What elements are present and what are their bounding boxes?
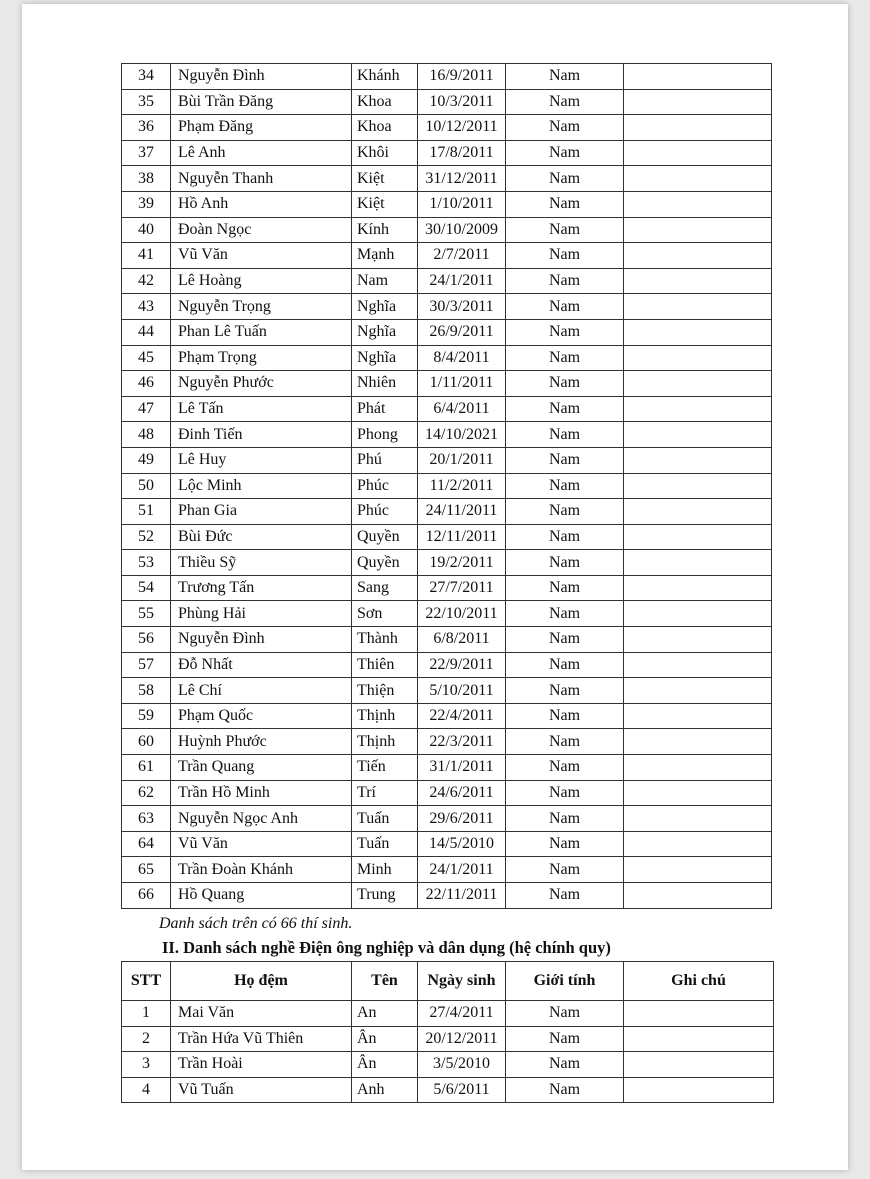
first-name-cell: Khoa	[352, 89, 418, 115]
notes-cell	[624, 550, 772, 576]
notes-cell	[624, 166, 772, 192]
notes-cell	[624, 371, 772, 397]
row-number: 54	[122, 575, 171, 601]
row-number: 49	[122, 447, 171, 473]
notes-cell	[624, 729, 772, 755]
date-of-birth-cell: 16/9/2011	[418, 64, 506, 90]
notes-cell	[624, 703, 772, 729]
row-number: 45	[122, 345, 171, 371]
notes-cell	[624, 447, 772, 473]
first-name-cell: Thiên	[352, 652, 418, 678]
gender-cell: Nam	[506, 447, 624, 473]
row-number: 39	[122, 191, 171, 217]
gender-cell: Nam	[506, 473, 624, 499]
table-row	[122, 294, 772, 320]
middle-name-cell: Đoàn Ngọc	[171, 217, 352, 243]
notes-cell	[624, 678, 772, 704]
middle-name-cell: Hồ Anh	[171, 191, 352, 217]
notes-cell	[624, 319, 772, 345]
table-row	[122, 524, 772, 550]
notes-cell	[624, 575, 772, 601]
table-row	[122, 447, 772, 473]
first-name-cell: Minh	[352, 857, 418, 883]
first-name-cell: Sang	[352, 575, 418, 601]
notes-cell	[624, 524, 772, 550]
notes-cell	[624, 345, 772, 371]
date-of-birth-cell: 1/11/2011	[418, 371, 506, 397]
notes-cell	[624, 601, 772, 627]
first-name-cell: Phong	[352, 422, 418, 448]
gender-cell: Nam	[506, 729, 624, 755]
first-name-cell: Kiệt	[352, 191, 418, 217]
electrical-table-body	[122, 1001, 774, 1103]
gender-cell: Nam	[506, 217, 624, 243]
row-number: 41	[122, 243, 171, 269]
middle-name-cell: Huỳnh Phước	[171, 729, 352, 755]
notes-cell	[624, 780, 772, 806]
gender-cell: Nam	[506, 422, 624, 448]
first-name-cell: Anh	[352, 1077, 418, 1103]
notes-cell	[624, 268, 772, 294]
header-gender: Giới tính	[506, 962, 624, 1001]
row-number: 59	[122, 703, 171, 729]
table-row	[122, 652, 772, 678]
first-name-cell: Thịnh	[352, 729, 418, 755]
date-of-birth-cell: 19/2/2011	[418, 550, 506, 576]
first-name-cell: Khánh	[352, 64, 418, 90]
notes-cell	[624, 627, 772, 653]
first-name-cell: Nghĩa	[352, 319, 418, 345]
middle-name-cell: Nguyễn Trọng	[171, 294, 352, 320]
middle-name-cell: Đỗ Nhất	[171, 652, 352, 678]
gender-cell: Nam	[506, 140, 624, 166]
row-number: 61	[122, 755, 171, 781]
row-number: 52	[122, 524, 171, 550]
gender-cell: Nam	[506, 243, 624, 269]
first-name-cell: Trí	[352, 780, 418, 806]
first-name-cell: Quyền	[352, 524, 418, 550]
table-row	[122, 268, 772, 294]
first-name-cell: Nghĩa	[352, 294, 418, 320]
date-of-birth-cell: 10/3/2011	[418, 89, 506, 115]
gender-cell: Nam	[506, 575, 624, 601]
date-of-birth-cell: 31/12/2011	[418, 166, 506, 192]
date-of-birth-cell: 22/4/2011	[418, 703, 506, 729]
row-number: 46	[122, 371, 171, 397]
notes-cell	[624, 191, 772, 217]
middle-name-cell: Vũ Văn	[171, 831, 352, 857]
first-name-cell: Tiến	[352, 755, 418, 781]
row-number: 55	[122, 601, 171, 627]
middle-name-cell: Nguyễn Phước	[171, 371, 352, 397]
row-number: 37	[122, 140, 171, 166]
gender-cell: Nam	[506, 371, 624, 397]
gender-cell: Nam	[506, 64, 624, 90]
notes-cell	[624, 1026, 774, 1052]
document-page	[22, 4, 848, 1170]
row-number: 43	[122, 294, 171, 320]
date-of-birth-cell: 27/7/2011	[418, 575, 506, 601]
gender-cell: Nam	[506, 883, 624, 909]
middle-name-cell: Bùi Đức	[171, 524, 352, 550]
notes-cell	[624, 396, 772, 422]
first-name-cell: Mạnh	[352, 243, 418, 269]
first-name-cell: Phát	[352, 396, 418, 422]
table-row	[122, 319, 772, 345]
notes-cell	[624, 473, 772, 499]
table-row	[122, 703, 772, 729]
notes-cell	[624, 422, 772, 448]
gender-cell: Nam	[506, 1001, 624, 1027]
first-name-cell: Phúc	[352, 473, 418, 499]
gender-cell: Nam	[506, 550, 624, 576]
date-of-birth-cell: 10/12/2011	[418, 115, 506, 141]
date-of-birth-cell: 5/10/2011	[418, 678, 506, 704]
middle-name-cell: Nguyễn Đình	[171, 627, 352, 653]
first-name-cell: Phúc	[352, 499, 418, 525]
row-number: 64	[122, 831, 171, 857]
gender-cell: Nam	[506, 652, 624, 678]
table-header-row	[122, 962, 774, 1001]
table-row	[122, 883, 772, 909]
date-of-birth-cell: 3/5/2010	[418, 1052, 506, 1078]
table-row	[122, 729, 772, 755]
date-of-birth-cell: 6/4/2011	[418, 396, 506, 422]
date-of-birth-cell: 22/9/2011	[418, 652, 506, 678]
row-number: 50	[122, 473, 171, 499]
first-name-cell: Ân	[352, 1052, 418, 1078]
gender-cell: Nam	[506, 780, 624, 806]
row-number: 60	[122, 729, 171, 755]
date-of-birth-cell: 6/8/2011	[418, 627, 506, 653]
table-row	[122, 550, 772, 576]
gender-cell: Nam	[506, 1052, 624, 1078]
gender-cell: Nam	[506, 294, 624, 320]
middle-name-cell: Phùng Hải	[171, 601, 352, 627]
table-row	[122, 422, 772, 448]
date-of-birth-cell: 20/1/2011	[418, 447, 506, 473]
first-name-cell: Thành	[352, 627, 418, 653]
notes-cell	[624, 64, 772, 90]
notes-cell	[624, 243, 772, 269]
gender-cell: Nam	[506, 191, 624, 217]
date-of-birth-cell: 24/1/2011	[418, 857, 506, 883]
first-name-cell: Khôi	[352, 140, 418, 166]
table-row	[122, 678, 772, 704]
table-row	[122, 191, 772, 217]
first-name-cell: Tuấn	[352, 831, 418, 857]
table-row	[122, 780, 772, 806]
table-row	[122, 831, 772, 857]
first-name-cell: Nhiên	[352, 371, 418, 397]
gender-cell: Nam	[506, 268, 624, 294]
header-notes: Ghi chú	[624, 962, 774, 1001]
middle-name-cell: Phan Gia	[171, 499, 352, 525]
first-name-cell: Thịnh	[352, 703, 418, 729]
first-name-cell: Kính	[352, 217, 418, 243]
first-name-cell: Ân	[352, 1026, 418, 1052]
date-of-birth-cell: 2/7/2011	[418, 243, 506, 269]
gender-cell: Nam	[506, 627, 624, 653]
middle-name-cell: Phạm Trọng	[171, 345, 352, 371]
notes-cell	[624, 755, 772, 781]
notes-cell	[624, 1001, 774, 1027]
table-row	[122, 371, 772, 397]
notes-cell	[624, 831, 772, 857]
table-row	[122, 627, 772, 653]
first-name-cell: Tuấn	[352, 806, 418, 832]
notes-cell	[624, 806, 772, 832]
table-row	[122, 575, 772, 601]
table-row	[122, 1026, 774, 1052]
table-row	[122, 166, 772, 192]
student-table-body	[122, 64, 772, 909]
table-row	[122, 89, 772, 115]
middle-name-cell: Trần Hồ Minh	[171, 780, 352, 806]
middle-name-cell: Nguyễn Ngọc Anh	[171, 806, 352, 832]
table-row	[122, 755, 772, 781]
gender-cell: Nam	[506, 166, 624, 192]
row-number: 63	[122, 806, 171, 832]
date-of-birth-cell: 12/11/2011	[418, 524, 506, 550]
middle-name-cell: Lê Anh	[171, 140, 352, 166]
date-of-birth-cell: 1/10/2011	[418, 191, 506, 217]
row-number: 51	[122, 499, 171, 525]
header-middle-name: Họ đệm	[171, 962, 352, 1001]
table-row	[122, 217, 772, 243]
date-of-birth-cell: 5/6/2011	[418, 1077, 506, 1103]
first-name-cell: Khoa	[352, 115, 418, 141]
middle-name-cell: Trần Quang	[171, 755, 352, 781]
gender-cell: Nam	[506, 499, 624, 525]
gender-cell: Nam	[506, 396, 624, 422]
gender-cell: Nam	[506, 524, 624, 550]
date-of-birth-cell: 24/6/2011	[418, 780, 506, 806]
table-row	[122, 64, 772, 90]
notes-cell	[624, 217, 772, 243]
row-number: 4	[122, 1077, 171, 1103]
table-row	[122, 140, 772, 166]
first-name-cell: Nam	[352, 268, 418, 294]
middle-name-cell: Thiều Sỹ	[171, 550, 352, 576]
row-number: 56	[122, 627, 171, 653]
row-number: 3	[122, 1052, 171, 1078]
row-number: 53	[122, 550, 171, 576]
middle-name-cell: Trần Hứa Vũ Thiên	[171, 1026, 352, 1052]
date-of-birth-cell: 14/10/2021	[418, 422, 506, 448]
date-of-birth-cell: 17/8/2011	[418, 140, 506, 166]
gender-cell: Nam	[506, 755, 624, 781]
middle-name-cell: Phạm Quốc	[171, 703, 352, 729]
gender-cell: Nam	[506, 345, 624, 371]
middle-name-cell: Lê Chí	[171, 678, 352, 704]
row-number: 2	[122, 1026, 171, 1052]
table-row	[122, 1001, 774, 1027]
first-name-cell: Sơn	[352, 601, 418, 627]
middle-name-cell: Bùi Trần Đăng	[171, 89, 352, 115]
row-number: 47	[122, 396, 171, 422]
row-number: 1	[122, 1001, 171, 1027]
middle-name-cell: Phan Lê Tuấn	[171, 319, 352, 345]
table-row	[122, 243, 772, 269]
middle-name-cell: Lê Hoàng	[171, 268, 352, 294]
notes-cell	[624, 140, 772, 166]
gender-cell: Nam	[506, 857, 624, 883]
row-number: 66	[122, 883, 171, 909]
section-title: II. Danh sách nghề Điện ông nghiệp và dân dụng (hệ chính quy)	[162, 938, 611, 957]
notes-cell	[624, 1077, 774, 1103]
date-of-birth-cell: 24/11/2011	[418, 499, 506, 525]
date-of-birth-cell: 20/12/2011	[418, 1026, 506, 1052]
table-row	[122, 115, 772, 141]
middle-name-cell: Trần Đoàn Khánh	[171, 857, 352, 883]
gender-cell: Nam	[506, 601, 624, 627]
notes-cell	[624, 883, 772, 909]
notes-cell	[624, 857, 772, 883]
date-of-birth-cell: 30/3/2011	[418, 294, 506, 320]
table-row	[122, 857, 772, 883]
date-of-birth-cell: 24/1/2011	[418, 268, 506, 294]
electrical-student-table	[121, 961, 774, 1103]
gender-cell: Nam	[506, 1077, 624, 1103]
row-number: 36	[122, 115, 171, 141]
middle-name-cell: Phạm Đăng	[171, 115, 352, 141]
middle-name-cell: Trần Hoài	[171, 1052, 352, 1078]
notes-cell	[624, 499, 772, 525]
row-number: 57	[122, 652, 171, 678]
date-of-birth-cell: 22/10/2011	[418, 601, 506, 627]
middle-name-cell: Nguyễn Thanh	[171, 166, 352, 192]
middle-name-cell: Nguyễn Đình	[171, 64, 352, 90]
middle-name-cell: Vũ Tuấn	[171, 1077, 352, 1103]
date-of-birth-cell: 31/1/2011	[418, 755, 506, 781]
middle-name-cell: Vũ Văn	[171, 243, 352, 269]
row-number: 44	[122, 319, 171, 345]
row-number: 34	[122, 64, 171, 90]
header-first-name: Tên	[352, 962, 418, 1001]
middle-name-cell: Lê Tấn	[171, 396, 352, 422]
first-name-cell: Kiệt	[352, 166, 418, 192]
gender-cell: Nam	[506, 678, 624, 704]
row-number: 65	[122, 857, 171, 883]
first-name-cell: Thiện	[352, 678, 418, 704]
first-name-cell: Trung	[352, 883, 418, 909]
date-of-birth-cell: 14/5/2010	[418, 831, 506, 857]
table-row	[122, 601, 772, 627]
row-number: 42	[122, 268, 171, 294]
row-number: 62	[122, 780, 171, 806]
first-name-cell: An	[352, 1001, 418, 1027]
date-of-birth-cell: 30/10/2009	[418, 217, 506, 243]
gender-cell: Nam	[506, 806, 624, 832]
notes-cell	[624, 115, 772, 141]
middle-name-cell: Đinh Tiến	[171, 422, 352, 448]
notes-cell	[624, 89, 772, 115]
table-row	[122, 345, 772, 371]
student-table-continued	[121, 63, 772, 909]
gender-cell: Nam	[506, 703, 624, 729]
date-of-birth-cell: 26/9/2011	[418, 319, 506, 345]
student-count-caption: Danh sách trên có 66 thí sinh.	[159, 915, 353, 932]
middle-name-cell: Trương Tấn	[171, 575, 352, 601]
table-row	[122, 806, 772, 832]
date-of-birth-cell: 22/3/2011	[418, 729, 506, 755]
row-number: 58	[122, 678, 171, 704]
middle-name-cell: Hồ Quang	[171, 883, 352, 909]
date-of-birth-cell: 11/2/2011	[418, 473, 506, 499]
middle-name-cell: Lê Huy	[171, 447, 352, 473]
first-name-cell: Quyền	[352, 550, 418, 576]
gender-cell: Nam	[506, 319, 624, 345]
date-of-birth-cell: 27/4/2011	[418, 1001, 506, 1027]
first-name-cell: Nghĩa	[352, 345, 418, 371]
gender-cell: Nam	[506, 115, 624, 141]
row-number: 35	[122, 89, 171, 115]
date-of-birth-cell: 22/11/2011	[418, 883, 506, 909]
row-number: 38	[122, 166, 171, 192]
row-number: 48	[122, 422, 171, 448]
middle-name-cell: Mai Văn	[171, 1001, 352, 1027]
date-of-birth-cell: 8/4/2011	[418, 345, 506, 371]
table-row	[122, 396, 772, 422]
header-stt: STT	[122, 962, 171, 1001]
first-name-cell: Phú	[352, 447, 418, 473]
table-row	[122, 1052, 774, 1078]
notes-cell	[624, 294, 772, 320]
table-row	[122, 1077, 774, 1103]
notes-cell	[624, 652, 772, 678]
table-row	[122, 499, 772, 525]
date-of-birth-cell: 29/6/2011	[418, 806, 506, 832]
gender-cell: Nam	[506, 831, 624, 857]
gender-cell: Nam	[506, 1026, 624, 1052]
gender-cell: Nam	[506, 89, 624, 115]
notes-cell	[624, 1052, 774, 1078]
middle-name-cell: Lộc Minh	[171, 473, 352, 499]
table-row	[122, 473, 772, 499]
header-date-of-birth: Ngày sinh	[418, 962, 506, 1001]
row-number: 40	[122, 217, 171, 243]
